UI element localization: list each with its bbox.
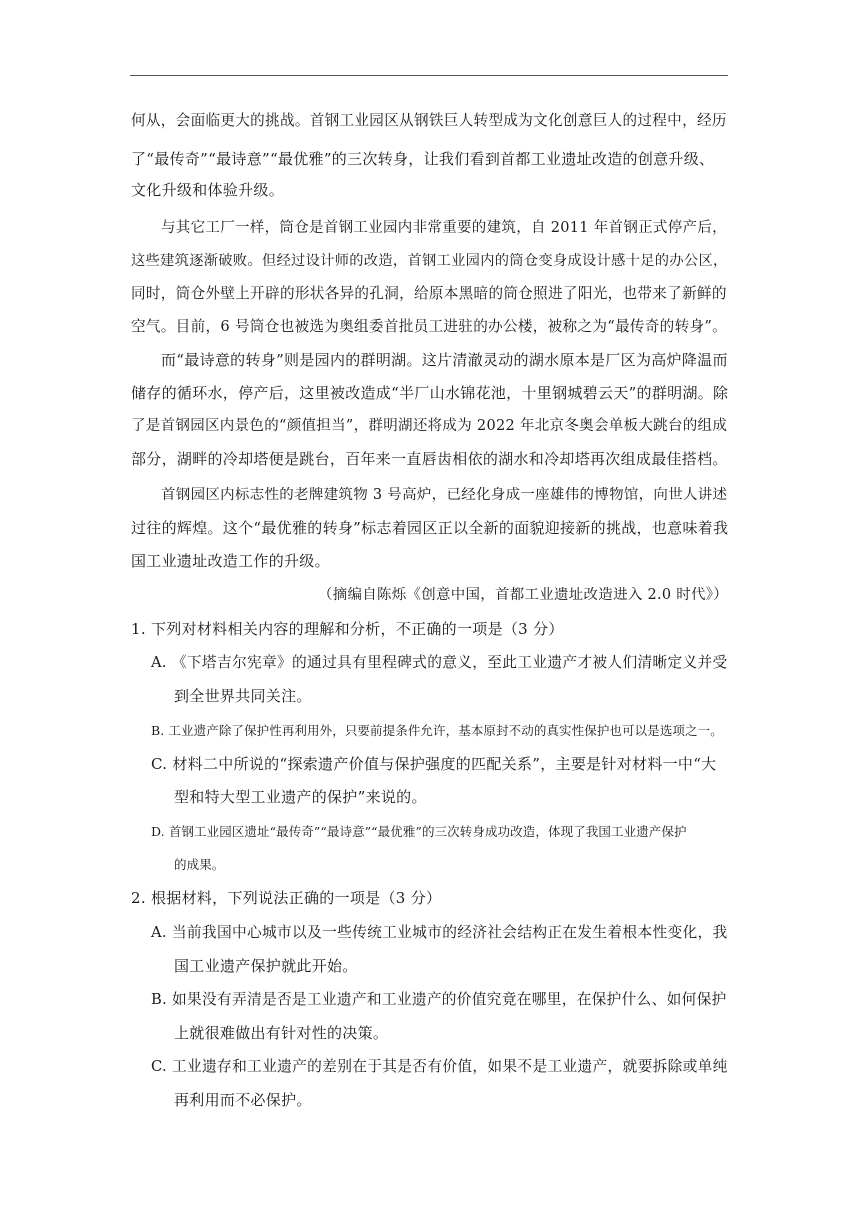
passage-line: 国工业遗址改造工作的升级。 <box>131 552 330 570</box>
passage-line: 过往的辉煌。这个“最优雅的转身”标志着园区正以全新的面貌迎接新的挑战，也意味着我 <box>131 519 729 537</box>
passage-line: 与其它工厂一样，筒仓是首钢工业园内非常重要的建筑，自 2011 年首钢正式停产后， <box>161 220 727 236</box>
question-1-option-c-cont: 型和特大型工业遗产的保护”来说的。 <box>174 788 427 806</box>
passage-line: 何从，会面临更大的挑战。首钢工业园区从钢铁巨人转型成为文化创意巨人的过程中，经历 <box>131 112 727 129</box>
passage-line: 而“最诗意的转身”则是园内的群明湖。这片清澈灵动的湖水原本是厂区为高炉降温而 <box>161 351 728 369</box>
question-1-option-a: A. 《下塔吉尔宪章》的通过具有里程碑式的意义，至此工业遗产才被人们清晰定义并受 <box>151 654 728 671</box>
header-rule <box>130 75 728 76</box>
question-1-option-c: C. 材料二中所说的“探索遗产价值与保护强度的匹配关系”，主要是针对材料一中“大 <box>151 755 717 773</box>
question-2-option-b: B. 如果没有弄清是否是工业遗产和工业遗产的价值究竟在哪里，在保护什么、如何保护 <box>151 991 727 1008</box>
passage-line: 部分，湖畔的冷却塔便是跳台，百年来一直唇齿相依的湖水和冷却塔再次组成最佳搭档。 <box>131 450 728 468</box>
question-2-option-c-cont: 再利用而不必保护。 <box>174 1091 312 1109</box>
question-1-option-a-cont: 到全世界共同关注。 <box>174 687 312 705</box>
passage-line: 储存的循环水，停产后，这里被改造成“半厂山水锦花池，十里钢城碧云天”的群明湖。除 <box>131 384 729 402</box>
question-2-stem: 2. 根据材料，下列说法正确的一项是（3 分） <box>131 889 442 907</box>
question-1-option-d: D. 首钢工业园区遗址“最传奇”“最诗意”“最优雅”的三次转身成功改造，体现了我国工业遗产保护 <box>151 824 687 839</box>
passage-line: 文化升级和体验升级。 <box>131 181 285 199</box>
source-citation: （摘编自陈烁《创意中国，首都工业遗址改造进入 2.0 时代》） <box>318 587 729 603</box>
question-2-option-b-cont: 上就很难做出有针对性的决策。 <box>174 1024 389 1042</box>
passage-line: 了是首钢园区内景色的“颜值担当”，群明湖还将成为 2022 年北京冬奥会单板大跳台的组成 <box>131 418 728 434</box>
passage-line: 同时，筒仓外壁上开辟的形状各异的孔洞，给原本黑暗的筒仓照进了阳光，也带来了新鲜的 <box>131 285 727 302</box>
passage-line: 这些建筑逐渐破败。但经过设计师的改造，首钢工业园内的筒仓变身成设计感十足的办公区， <box>131 253 728 269</box>
passage-line: 了“最传奇”“最诗意”“最优雅”的三次转身，让我们看到首都工业遗址改造的创意升级、 <box>131 150 715 168</box>
question-2-option-a-cont: 国工业遗产保护就此开始。 <box>174 957 358 975</box>
question-2-option-c: C. 工业遗存和工业遗产的差别在于其是否有价值，如果不是工业遗产，就要拆除或单纯 <box>151 1058 728 1075</box>
question-2-option-a: A. 当前我国中心城市以及一些传统工业城市的经济社会结构正在发生着根本性变化，我 <box>151 924 728 941</box>
passage-line: 空气。目前，6 号筒仓也被选为奥组委首批员工进驻的办公楼，被称之为“最传奇的转身”。 <box>131 318 728 335</box>
passage-line: 首钢园区内标志性的老牌建筑物 3 号高炉，已经化身成一座雄伟的博物馆，向世人讲述 <box>161 487 728 503</box>
question-1-option-d-cont: 的成果。 <box>174 857 225 872</box>
question-1-option-b: B. 工业遗产除了保护性再利用外，只要前提条件允许，基本原封不动的真实性保护也可以是选项之一。 <box>151 723 723 738</box>
question-1-stem: 1. 下列对材料相关内容的理解和分析，不正确的一项是（3 分） <box>131 620 564 638</box>
